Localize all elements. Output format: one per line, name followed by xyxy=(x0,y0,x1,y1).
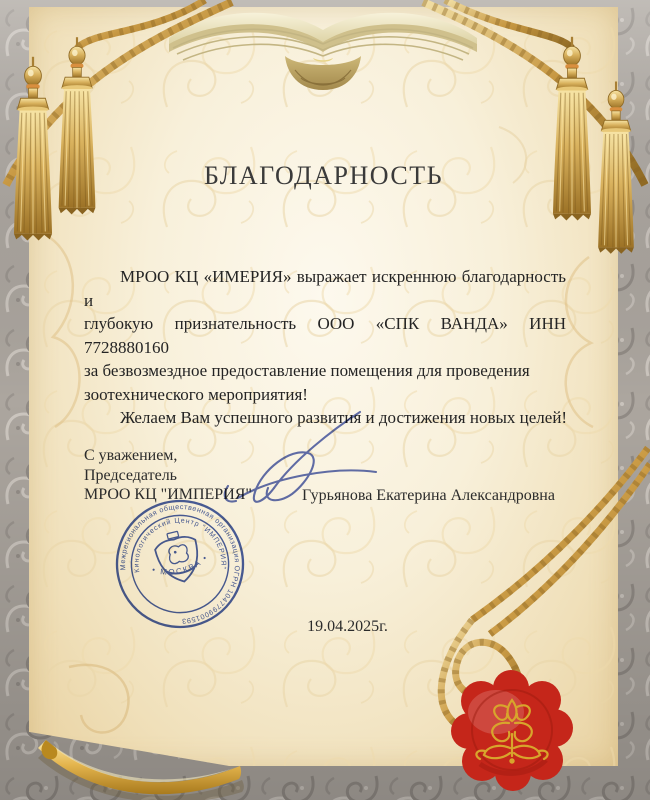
date-text: 19.04.2025г. xyxy=(307,618,388,635)
body-line: Желаем Вам успешного развития и достижения новых целей! xyxy=(120,408,568,427)
closing-line: С уважением, xyxy=(84,447,178,464)
closing-line: Председатель xyxy=(84,466,177,484)
body-line: МРОО КЦ «ИМЕРИЯ» выражает искреннюю благодарность и xyxy=(84,267,566,310)
body-line: за безвозмездное предоставление помещения для проведения xyxy=(84,361,530,380)
handwritten-signature xyxy=(210,402,380,514)
svg-text:• МОСКВА • xyxy=(149,551,212,582)
stamp-arc-text: Межрегиональная общественная организация ОГРН 1047799001593 xyxy=(118,502,242,626)
gold-cords-and-tassels xyxy=(0,0,650,310)
body-line: глубокую признательность ООО «СПК ВАНДА» ИНН 7728880160 xyxy=(84,314,566,357)
stamp-city-text: • МОСКВА • xyxy=(150,552,211,577)
body-line: зоотехнического мероприятия! xyxy=(84,384,308,404)
signatory-name: Гурьянова Екатерина Александровна xyxy=(302,487,555,504)
page-curl-graphic xyxy=(30,706,260,800)
closing-line: МРОО КЦ "ИМПЕРИЯ" xyxy=(84,486,252,503)
wax-seal-graphic xyxy=(410,430,650,800)
stamp-shield-emblem xyxy=(152,528,204,587)
stamp-inner-arc-text: Кинологический Центр "ИМПЕРИЯ" xyxy=(133,517,227,574)
certificate-title: БЛАГОДАРНОСТЬ xyxy=(203,161,444,190)
